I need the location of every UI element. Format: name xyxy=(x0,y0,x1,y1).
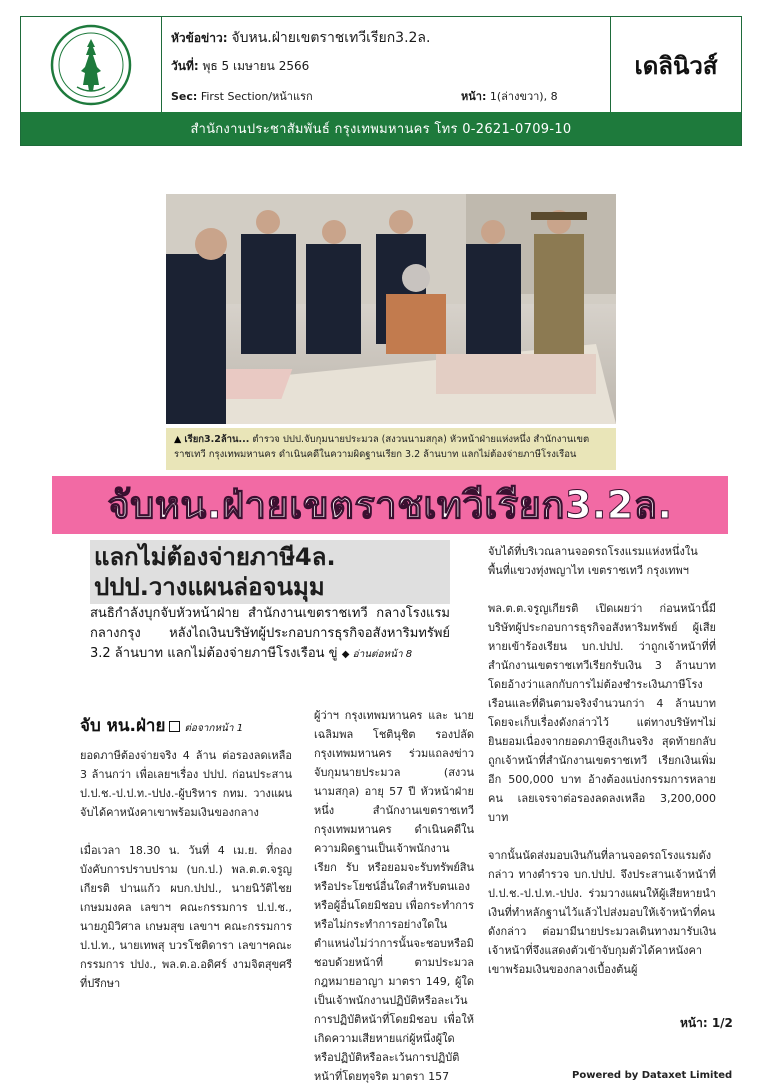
jump-from: ต่อจากหน้า 1 xyxy=(184,723,244,734)
lead-continue: ◆ อ่านต่อหน้า 8 xyxy=(341,649,413,660)
logo-box xyxy=(21,17,162,113)
sec-value: First Section/หน้าแรก xyxy=(200,90,313,103)
square-icon xyxy=(169,721,180,732)
column-3: จับได้ที่บริเวณลานจอดรถโรงแรมแห่งหนึ่งในพื้นที่แขวงทุ่งพญาไท เขตราชเทวี กรุงเทพฯ พล.ต.ต.จรูญเกียรติ เปิดเผยว่า ก่อนหน้านี้มีบริษัทผู้ประกอบการธุรกิจอสังหาริมทรัพย์ ผู้เสียหายเข้าร้องเรียน บก.ปปป. ว่าถูกเจ้าหน้าที่ที่สำนักงานเขตราชเทวีเรียกรับเงิน 3 ล้านบาท โดยอ้างว่าแลกกับการไม่ต้องชำระเงินภาษีโรงเรือนและที่ดินตามจริงจำนวนกว่า 4 ล้านบาทโดยจะเก็บเรื่องดังกล่าวไว้ แต่ทางบริษัทฯไม่ยินยอมเนื่องจากยอดภาษีสูงเกินจริง สุดท้ายกลับถูกเจ้าหน้าที่สำนักงานเขตราชเทวี เรียกเงินเพิ่มอีก 500,000 บาท อ้างต้องแบ่งกรรมการหลายคน เลยเจรจาต่อรองลดลงเหลือ 3,200,000 บาท จากนั้นนัดส่งมอบเงินกันที่ลานจอดรถโรงแรมดังกล่าว ทางตำรวจ บก.ปปป. จึงประสานเจ้าหน้าที่ ป.ป.ช.-ป.ป.ท.-ปปง. ร่วมวางแผนให้ผู้เสียหายนำเงินที่ทำหลักฐานไว้แล้วไปส่งมอบให้เจ้าหน้าที่คนดังกล่าว ต่อมามีนายประมวลเดินทางมารับเงิน เจ้าหน้าที่จึงแสดงตัวเข้าจับกุมตัวได้คาหนังคาเขาพร้อมเงินของกลางเบื้องต้นผู้ xyxy=(488,545,716,976)
page-number: หน้า: 1/2 xyxy=(680,1016,733,1030)
photo-caption xyxy=(166,428,616,470)
page-label: หน้า: xyxy=(461,90,487,103)
lead-paragraph xyxy=(90,604,450,665)
office-bar: สำนักงานประชาสัมพันธ์ กรุงเทพมหานคร โทร 0-2621-0709-10 xyxy=(21,112,741,145)
sub-headline-line1: แลกไม่ต้องจ่ายภาษี4ล. xyxy=(94,543,336,571)
lead-text: สนธิกำลังบุกจับหัวหน้าฝ่าย สำนักงานเขตราชเทวี กลางโรงแรมกลางกรุง หลังไถเงินบริษัทผู้ประกอบการธุรกิจอสังหาริมทรัพย์ 3.2 ล้านบาท แลกไม่ต้องจ่ายภาษีโรงเรือน ขู่ xyxy=(90,606,450,661)
newspaper-name: เดลินิวส์ xyxy=(610,17,741,113)
clipping-header xyxy=(20,16,742,146)
arrest-photo-illustration xyxy=(166,194,616,424)
headline-value: จับหน.ฝ่ายเขตราชเทวีเรียก3.2ล. xyxy=(231,30,431,46)
news-photo xyxy=(166,194,616,424)
headline-row xyxy=(171,27,430,49)
date-row xyxy=(171,57,309,76)
headline-label: หัวข้อข่าว: xyxy=(171,31,228,45)
date-label: วันที่: xyxy=(171,59,199,73)
page-value: 1(ล่างขวา), 8 xyxy=(489,90,558,103)
column-1: ยอดภาษีต้องจ่ายจริง 4 ล้าน ต่อรองลดเหลือ 3 ล้านกว่า เพื่อเลยฯเรื่อง ปปป. ก่อนประสาน ป.ป.ช.-ป.ป.ท.-ปปง.-ผู้บริหาร กทม. วางแผนจับได้คาหนังคาเขาพร้อมเงินของกลาง เมื่อเวลา 18.30 น. วันที่ 4 เม.ย. ที่กองบังคับการปราบปราม (บก.ป.) พล.ต.ต.จรูญเกียรติ ปานแก้ว ผบก.ปปป., นายนิวัติไชย เกษมมงคล เลขาฯ คณะกรรมการ ป.ป.ช., นายภูมิวิศาล เกษมสุข เลขาฯ คณะกรรมการ ป.ป.ท., นายเทพสุ บวรโชติดารา เลขาฯคณะกรรมการ ปปง., พล.ต.อ.อดิศร์ งามจิตสุขศรี ที่ปรึกษา xyxy=(80,749,292,990)
date-value: พุธ 5 เมษายน 2566 xyxy=(202,59,310,73)
powered-by: Powered by Dataxet Limited xyxy=(572,1070,733,1081)
sub-headline-line2: ปปป.วางแผนล่อจนมุม xyxy=(94,573,325,601)
caption-text: ตำรวจ ปปป.จับกุมนายประมวล (สงวนนามสกุล) หัวหน้าฝ่ายแห่งหนึ่ง สำนักงานเขตราชเทวี กรุงเทพมหานคร ดำเนินคดีในความผิดฐานเรียก 3.2 ล้านบาท แลกไม่ต้องจ่ายภาษีโรงเรือน xyxy=(174,434,590,460)
jump-heading xyxy=(80,712,292,740)
main-headline: จับหน.ฝ่ายเขตราชเทวีเรียก3.2ล. xyxy=(52,476,728,534)
jump-title: จับ หน.ฝ่าย xyxy=(80,716,166,736)
caption-marker: ▲ xyxy=(174,434,182,445)
sec-row xyxy=(171,87,313,105)
page-row xyxy=(461,87,558,105)
clipping-meta xyxy=(171,17,601,113)
sub-headline xyxy=(90,540,450,604)
column-2: ผู้ว่าฯ กรุงเทพมหานคร และ นายเฉลิมพล โชตินุชิต รองปลัดกรุงเทพมหานคร ร่วมแถลงข่าวจับกุมนายประมวล (สงวนนามสกุล) อายุ 57 ปี หัวหน้าฝ่ายหนึ่ง สำนักงานเขตราชเทวี กรุงเทพมหานคร ดำเนินคดีในความผิดฐานเป็นเจ้าพนักงาน เรียก รับ หรือยอมจะรับทรัพย์สินหรือประโยชน์อื่นใดสำหรับตนเองหรือผู้อื่นโดยมิชอบ เพื่อกระทำการหรือไม่กระทำการอย่างใดในตำแหน่งไม่ว่าการนั้นจะชอบหรือมิชอบด้วยหน้าที่ ตามประมวลกฎหมายอาญา มาตรา 149, ผู้ใดเป็นเจ้าพนักงานปฏิบัติหรือละเว้นการปฏิบัติหน้าที่โดยมิชอบ เพื่อให้เกิดความเสียหายแก่ผู้หนึ่งผู้ใด หรือปฏิบัติหรือละเว้นการปฏิบัติหน้าที่โดยทุจริต มาตรา 157 xyxy=(314,709,474,1083)
bma-seal-icon xyxy=(49,23,133,107)
sec-label: Sec: xyxy=(171,90,198,103)
caption-title: เรียก3.2ล้าน... xyxy=(184,434,250,445)
